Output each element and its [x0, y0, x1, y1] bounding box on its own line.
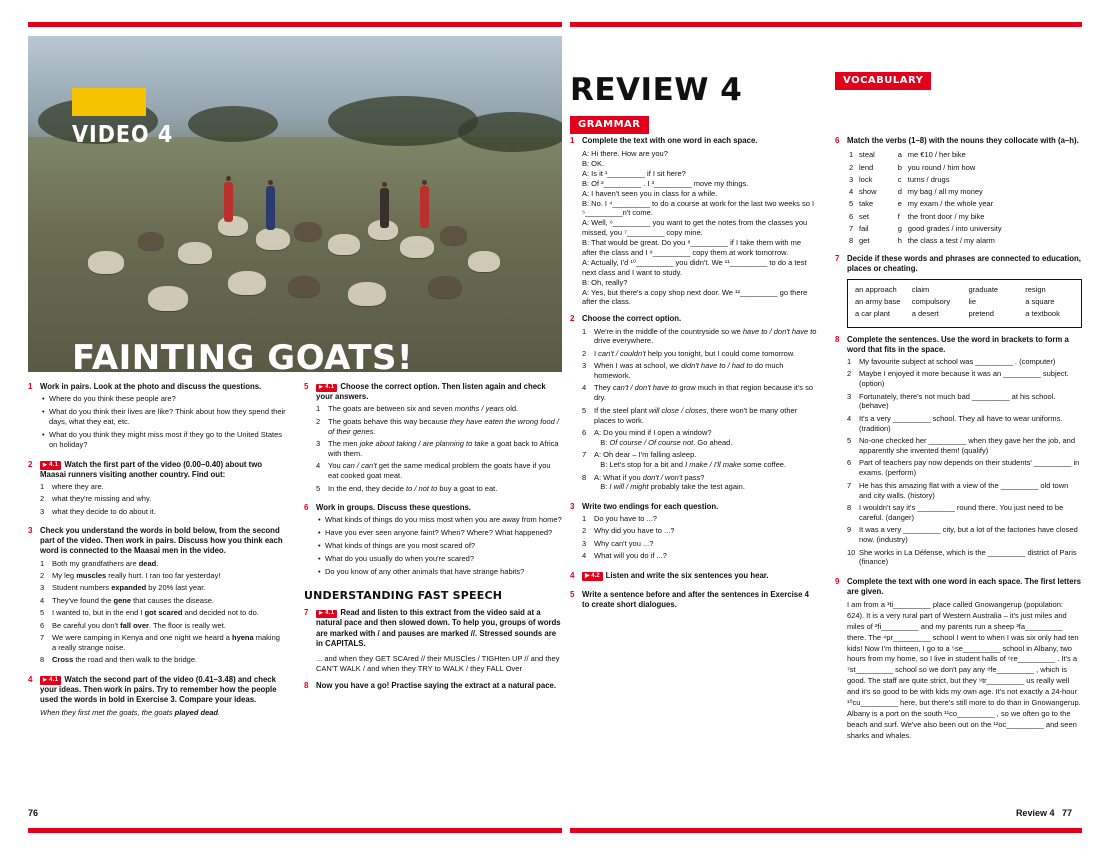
goat-shape: [218, 216, 248, 236]
video-clip-tag: ▶ 4.1: [40, 676, 61, 685]
list-item: 3 The men joke about taking / are planning to take a goat back to Africa with them.: [316, 439, 559, 458]
exercise-6: [835, 136, 1082, 247]
video-badge: [72, 88, 146, 116]
table-row: 2 lend b you round / him how: [849, 162, 976, 172]
left-bottom-rule: [28, 828, 562, 833]
list-item: 7 A: Oh dear – I'm falling asleep. B: Let's stop for a bit and I make / I'll make some coffee.: [582, 450, 786, 470]
word-item: an army base: [855, 296, 901, 306]
list-item: 4 It's a very _________ school. They all have to wear uniforms. (tradition): [847, 413, 1063, 433]
table-row: 3 lock c turns / drugs: [849, 174, 950, 184]
dialogue-line: A: Hi there. How are you?: [582, 149, 668, 159]
exercise-number: 1: [28, 382, 33, 391]
numbered-list: [582, 327, 817, 493]
exercise-instruction: [40, 460, 286, 480]
list-item: 5 If the steel plant will close / closes, there won't be many other places to work.: [582, 405, 798, 425]
exercise-number: 8: [835, 334, 840, 344]
word-item: pretend: [968, 309, 994, 319]
right-top-rule: [570, 22, 1082, 27]
list-item: 6 A: Do you mind if I open a window? B: Of course / Of course not. Go ahead.: [582, 428, 733, 447]
goat-shape: [468, 251, 500, 272]
dialogue-line: A: Yes, but there's a copy shop next door. We ¹²_________ go there after the class.: [582, 287, 808, 307]
list-item: 2 Why did you have to ...?: [582, 526, 675, 536]
list-item: 5 I wanted to, but in the end I got scared and decided not to do.: [40, 608, 259, 618]
exercise-instruction: Complete the sentences. Use the word in brackets to form a word that fits in the space.: [847, 334, 1069, 354]
word-item: a square: [1025, 296, 1055, 306]
exercise-instruction: Decide if these words and phrases are connected to education, places or cheating.: [847, 254, 1081, 274]
list-item: • Have you ever seen anyone faint? When? Where? What happened?: [325, 528, 562, 538]
video-label: VIDEO 4: [72, 122, 174, 148]
exercise-4: [570, 571, 817, 583]
word-item: compulsory: [911, 296, 951, 306]
dialogue-line: B: OK.: [582, 159, 605, 169]
exercise-2: [28, 460, 286, 520]
dialogue-line: A: Actually, I'd ¹⁰_________ you didn't. We ¹¹_________ to do a test next class and I want to study.: [582, 257, 807, 277]
list-item: 2 Maybe I enjoyed it more because it was an _________ subject. (option): [847, 369, 1069, 389]
person-figure: [380, 188, 389, 228]
left-column-1: [28, 382, 286, 725]
numbered-list: [40, 559, 286, 666]
exercise-instruction-text: Watch the second part of the video (0.41–3.48) and check your ideas. Then work in pairs. Try to remember how the people used the words in bold in Exercise 3. Compare your ideas.: [40, 674, 277, 704]
right-bottom-rule: [570, 828, 1082, 833]
video-clip-tag: ▶ 4.1: [316, 384, 337, 393]
table-row: 7 fail g good grades / into university: [849, 223, 1002, 233]
list-item: 3 When I was at school, we didn't have to / had to do much homework.: [582, 361, 784, 381]
goat-shape: [178, 242, 212, 264]
word-item: an approach: [855, 284, 897, 294]
exercise-1: [570, 136, 817, 307]
exercise-instruction: [316, 382, 562, 402]
table-row: 8 get h the class a test / my alarm: [849, 236, 995, 246]
list-item: 8 Cross the road and then walk to the bridge.: [40, 655, 198, 665]
section-heading: UNDERSTANDING FAST SPEECH: [304, 588, 503, 602]
dialogue-line: A: I haven't seen you in class for a while.: [582, 188, 718, 198]
list-item: 2 The goats behave this way because they have eaten the wrong food / of their genes.: [316, 416, 559, 436]
word-item: a textbook: [1025, 309, 1060, 319]
exercise-2: [570, 314, 817, 494]
exercise-instruction: Write two endings for each question.: [582, 501, 719, 511]
exercise-number: 3: [28, 526, 33, 536]
video-clip-tag: ▶ 4.1: [316, 610, 337, 619]
list-item: 3 Fortunately, there's not much bad _________ at his school. (behave): [847, 391, 1056, 411]
right-page: [550, 0, 1100, 860]
list-item: 7 We were camping in Kenya and one night we heard a hyena making a really strange noise.: [40, 632, 280, 652]
table-row: 1 steal a me €10 / her bike: [849, 150, 966, 160]
vocabulary-banner: VOCABULARY: [835, 72, 931, 90]
list-item: 4 They've found the gene that causes the disease.: [40, 595, 214, 605]
right-columns: [570, 136, 1082, 748]
exercise-1: [28, 382, 286, 453]
list-item: 10 She works in La Défense, which is the _________ district of Paris (finance): [847, 547, 1077, 567]
exercise-number: 5: [570, 589, 575, 599]
exercise-6: [304, 503, 562, 580]
video-title: FAINTING GOATS!: [72, 338, 414, 372]
exercise-number: 1: [570, 136, 575, 145]
exercise-number: 5: [304, 382, 309, 391]
exercise-number: 6: [304, 503, 309, 513]
goat-shape: [228, 271, 266, 295]
person-figure: [420, 186, 429, 228]
exercise-instruction: Write a sentence before and after the sentences in Exercise 4 to create short dialogues.: [582, 589, 809, 609]
list-item: 1 The goats are between six and seven months / years old.: [316, 404, 519, 414]
word-bank-column: [855, 285, 904, 322]
page-title: REVIEW 4: [570, 72, 743, 108]
goat-shape: [148, 286, 188, 311]
exercise-number: 2: [28, 459, 33, 469]
list-item: 3 Student numbers expanded by 20% last year.: [40, 583, 206, 593]
list-item: 3 Why can't you ...?: [582, 538, 654, 548]
list-item: 5 In the end, they decide to / not to buy a goat to eat.: [316, 483, 498, 493]
person-head: [422, 180, 427, 185]
exercise-number: 4: [570, 570, 575, 580]
word-bank-column: [969, 285, 1018, 322]
exercise-8: [304, 681, 562, 693]
exercise-instruction: [582, 571, 817, 581]
list-item: 6 Be careful you don't fall over. The floor is really wet.: [40, 620, 226, 630]
dialogue-line: A: Well, ⁶_________ you want to get the notes from the classes you missed, you ⁷_________ copy mine.: [582, 218, 808, 238]
exercise-5: [304, 382, 562, 496]
list-item: • Where do you think these people are?: [49, 394, 286, 404]
list-item: 8 A: What if you don't / won't pass? B: I will / might probably take the test again.: [582, 472, 745, 492]
page-footer: [1016, 808, 1072, 820]
word-item: claim: [911, 284, 930, 294]
goat-shape: [88, 251, 124, 274]
grammar-banner: GRAMMAR: [570, 116, 649, 134]
left-top-rule: [28, 22, 562, 27]
person-figure: [224, 182, 233, 222]
word-item: lie: [968, 296, 977, 306]
matching-table: [847, 149, 1082, 247]
table-row: 5 take e my exam / the whole year: [849, 199, 994, 209]
exercise-instruction-text: Watch the first part of the video (0.00–0.40) about two Maasai runners visiting another country. Find out:: [40, 459, 263, 479]
exercise-number: 2: [570, 314, 575, 324]
exercise-instruction: [316, 608, 562, 649]
goat-shape: [400, 236, 434, 258]
list-item: 4 What will you do if ...?: [582, 551, 667, 561]
numbered-list: [316, 404, 562, 493]
person-head: [226, 176, 231, 181]
list-item: • What do you think their lives are like? Think about how they spend their days, what they eat, etc.: [49, 407, 286, 427]
list-item: • What do you usually do when you're scared?: [325, 554, 562, 564]
video-clip-tag: ▶ 4.1: [40, 461, 61, 470]
list-item: 1 My favourite subject at school was _________ . (computer): [847, 356, 1056, 366]
list-item: 2 My leg muscles really hurt. I ran too far yesterday!: [40, 570, 221, 580]
exercise-4: [28, 675, 286, 718]
word-bank-column: [912, 285, 961, 322]
person-head: [268, 180, 273, 185]
page-footer-label: Review 4: [1015, 808, 1055, 818]
list-item: • What kinds of things are you most scared of?: [325, 541, 562, 551]
list-item: 6 Part of teachers pay now depends on their students' _________ in exams. (perform): [847, 458, 1080, 478]
word-item: resign: [1025, 284, 1046, 294]
exercise-number: 6: [835, 136, 840, 145]
exercise-instruction: [40, 675, 286, 706]
exercise-instruction: Work in pairs. Look at the photo and discuss the questions.: [40, 382, 262, 391]
audio-clip-tag: ▶ 4.2: [582, 572, 603, 581]
dialogue-text: [582, 149, 817, 307]
video-photo: [28, 36, 562, 372]
exercise-number: 3: [570, 501, 575, 511]
numbered-list: [582, 514, 817, 561]
word-item: a desert: [911, 309, 939, 319]
exercise-instruction: Complete the text with one word in each space.: [582, 136, 758, 145]
exercise-instruction-text: Choose the correct option. Then listen again and check your answers.: [316, 382, 546, 402]
exercise-instruction: Check you understand the words in bold below, from the second part of the video. Then work in pairs. Discuss how you think each word is connected to the Maasai men in the video.: [40, 526, 283, 556]
person-figure: [266, 186, 275, 230]
exercise-number: 7: [835, 254, 840, 264]
table-row: 4 show d my bag / all my money: [849, 187, 983, 197]
person-head: [382, 182, 387, 187]
bullet-list: [316, 515, 562, 576]
left-columns: [28, 382, 562, 725]
numbered-list: [40, 482, 286, 517]
list-item: 9 It was a very _________ city, but a lot of the factories have closed now. (industry): [847, 525, 1078, 545]
list-item: 3 what they decide to do about it.: [40, 506, 156, 516]
exercise-8: [835, 335, 1082, 570]
exercise-number: 8: [304, 680, 309, 690]
exercise-number: 9: [835, 576, 840, 586]
dialogue-line: B: No. I ⁴_________ to do a course at work for the last two weeks so I ⁵_________n't come.: [582, 198, 815, 218]
goat-shape: [288, 276, 320, 297]
bullet-list: [40, 394, 286, 449]
exercise-3: [570, 502, 817, 564]
word-bank-column: [1025, 285, 1074, 322]
example-caption: When they first met the goats, the goats played dead.: [40, 708, 221, 718]
exercise-instruction: Work in groups. Discuss these questions.: [316, 503, 471, 513]
list-item: 2 what they're missing and why.: [40, 494, 152, 504]
goat-shape: [428, 276, 462, 298]
list-item: 4 You can / can't get the same medical problem the goats have if you eat cooked goat meat.: [316, 461, 551, 481]
exercise-9: [835, 577, 1082, 742]
list-item: 4 They can't / don't have to grow much in that region because it's so dry.: [582, 383, 814, 403]
list-item: 1 where they are.: [40, 482, 104, 491]
page-number: 77: [1061, 808, 1072, 818]
gap-fill-text: I am from a ¹ti_________ place called Gnowangerup (population: 624). It is a very rural part of Western Australia – it's just miles and miles of ²fi_________ and my parents run a sheep ³fa_________ there. The ⁴pr_________ school I went to when I was six only had ten kids! Now I'm thirteen, I go to a ⁵se_________ school in Albany, two hours from my home, so I live in student halls of ⁶re_________ . It's a ⁷st_________ school so we don't pay any ⁸fe_________ , which is good. The staff are quite strict, but they ⁹tr_________ us really well and it's so good to be with kids my own age. It's not exactly a 24-hour ¹⁰cu_________ here, but there's still more to do than in Gnowangerup. Albany is a port on the south ¹¹co_________ , so we often go to the beach and surf. We've also been out on the ¹²oc_________ and seen sharks and whales.: [847, 600, 1081, 740]
vocabulary-column: [835, 136, 1082, 748]
goat-shape: [328, 234, 360, 255]
exercise-7: [304, 608, 562, 673]
tree-shape: [328, 96, 478, 146]
exercise-instruction: Now you have a go! Practise saying the extract at a natural pace.: [316, 680, 557, 690]
table-row: 6 set f the front door / my bike: [849, 211, 985, 221]
list-item: • What kinds of things do you miss most when you are away from home?: [325, 515, 562, 525]
list-item: 7 He has this amazing flat with a view of the _________ old town and city walls. (history): [847, 480, 1069, 500]
list-item: 1 We're in the middle of the countryside so we have to / don't have to drive everywhere.: [582, 326, 817, 346]
exercise-instruction-text: Listen and write the six sentences you hear.: [605, 570, 769, 580]
dialogue-line: A: Is it ¹_________ if I sit here?: [582, 168, 686, 178]
speech-extract: ... and when they GET SCAred // their MUSCles / TIGHten UP // and they CAN'T WALK / and when they TRY to WALK / they FALL Over: [316, 653, 560, 673]
tree-shape: [458, 112, 562, 152]
list-item: 5 No-one checked her _________ when they gave her the job, and apparently she invented them! (qualify): [847, 436, 1075, 456]
goat-shape: [256, 228, 290, 250]
goat-shape: [138, 232, 164, 250]
word-bank-box: [847, 279, 1082, 328]
exercise-7: [835, 254, 1082, 327]
tree-shape: [188, 106, 278, 142]
list-item: • Do you know of any other animals that have strange habits?: [325, 567, 562, 577]
exercise-instruction: Choose the correct option.: [582, 314, 682, 324]
list-item: • What do you think they might miss most if they go to the United States on holiday?: [49, 430, 286, 450]
exercise-number: 7: [304, 608, 309, 618]
numbered-list: [847, 357, 1082, 567]
word-item: graduate: [968, 284, 999, 294]
page-number: 76: [28, 808, 39, 818]
goat-shape: [294, 222, 322, 241]
exercise-3: [28, 526, 286, 667]
dialogue-line: B: Of ²_________ . I ³_________ move my things.: [582, 178, 749, 188]
list-item: 2 I can't / couldn't help you tonight, but I could come tomorrow.: [582, 348, 795, 358]
exercise-instruction-text: Read and listen to this extract from the video said at a natural pace and then slowed down. To help you, groups of words are marked with / and pauses are marked //. Stressed sounds are in CAPITALS.: [316, 608, 561, 648]
goat-shape: [440, 226, 467, 245]
exercise-5: [570, 590, 817, 612]
dialogue-line: B: Oh, really?: [582, 277, 628, 287]
list-item: 1 Do you have to ...?: [582, 513, 657, 523]
list-item: 8 I wouldn't say it's _________ round there. You just need to be careful. (danger): [847, 503, 1064, 522]
grammar-column: [570, 136, 817, 748]
list-item: 1 Both my grandfathers are dead.: [40, 558, 159, 568]
goat-shape: [348, 282, 386, 306]
dialogue-line: B: That would be great. Do you ⁸_________ if I take them with me after the class and I ⁹_________ copy them at work tomorrow.: [582, 238, 801, 258]
exercise-instruction: Match the verbs (1–8) with the nouns they collocate with (a–h).: [847, 136, 1079, 145]
word-item: a car plant: [855, 309, 891, 319]
exercise-instruction: Complete the text with one word in each space. The first letters are given.: [847, 576, 1081, 596]
left-column-2: [304, 382, 562, 725]
exercise-number: 4: [28, 674, 33, 684]
